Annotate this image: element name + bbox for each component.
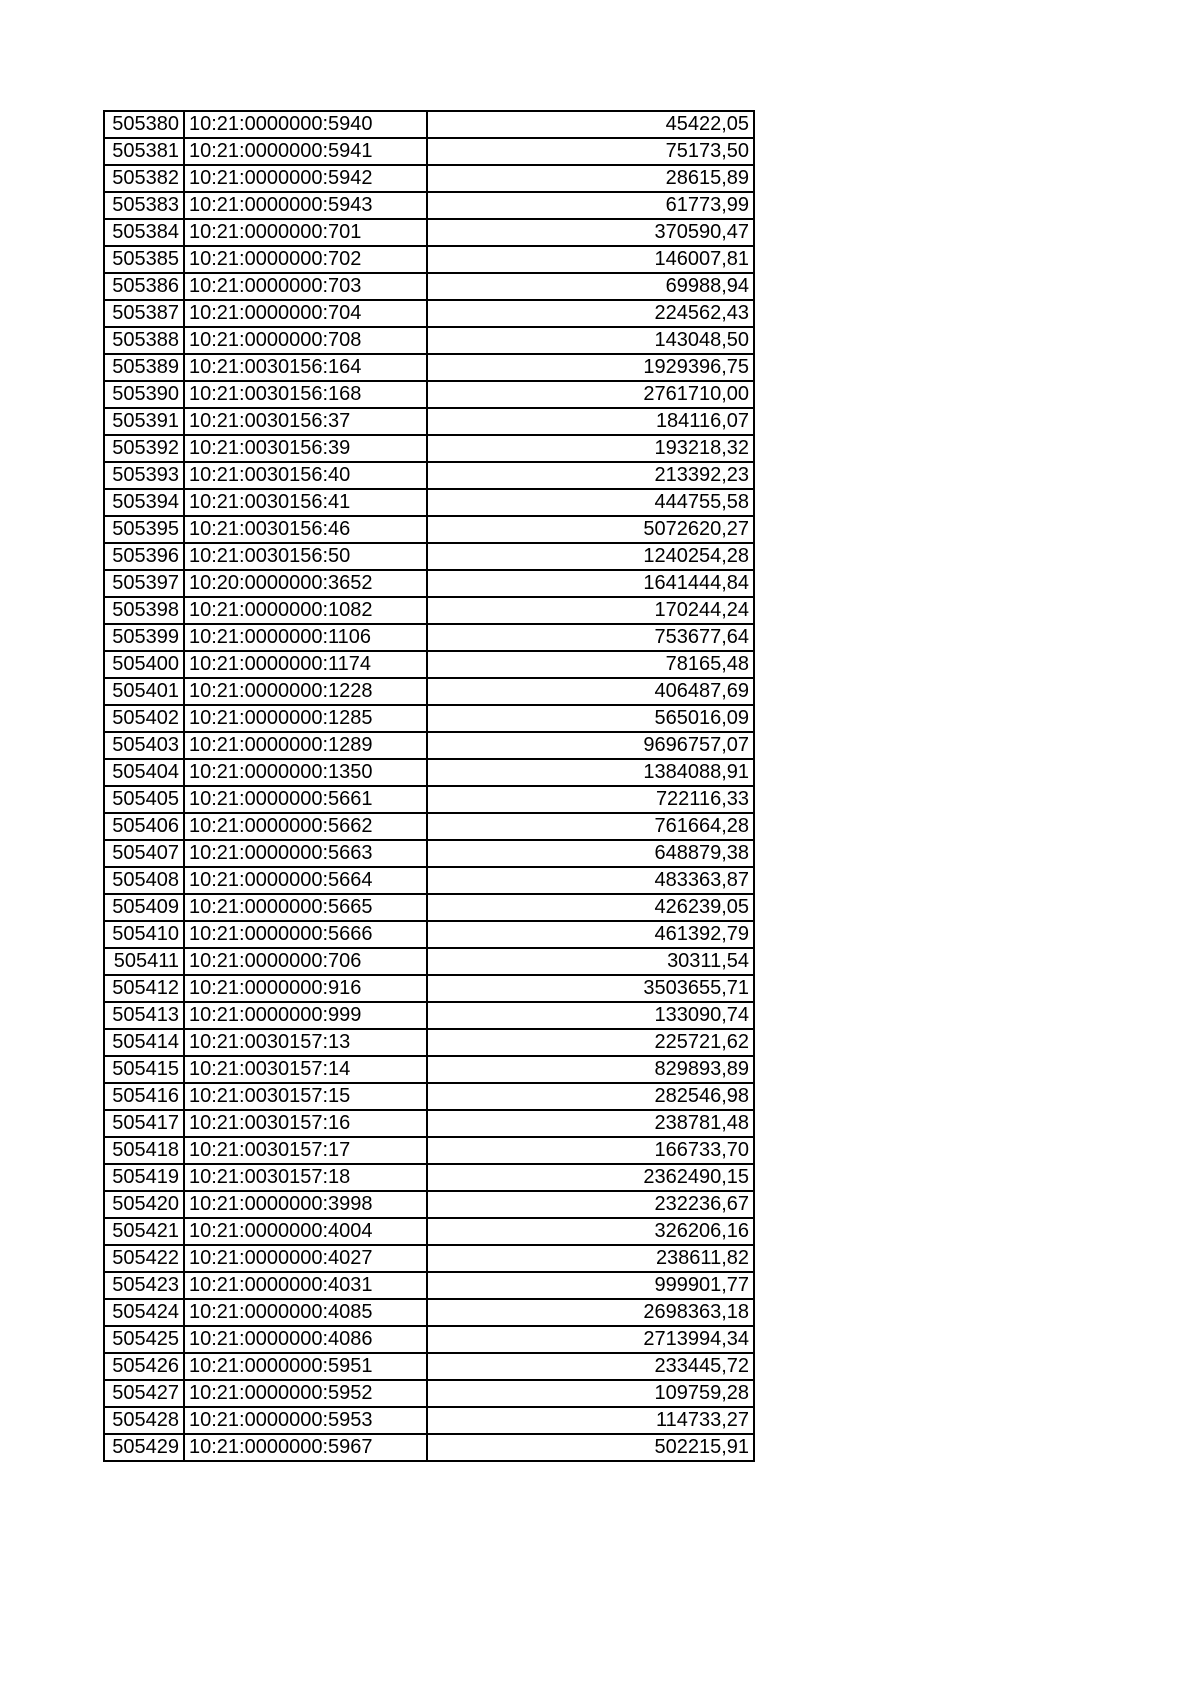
row-id-cell: 505387 [104,300,184,327]
cadastral-number-cell: 10:21:0030156:41 [184,489,427,516]
table-row [104,705,754,732]
cadastral-number-cell: 10:21:0000000:4004 [184,1218,427,1245]
row-id-cell: 505407 [104,840,184,867]
table-row [104,1434,754,1461]
table-row [104,192,754,219]
cadastral-number-cell: 10:21:0000000:5662 [184,813,427,840]
cadastral-number-cell: 10:21:0030157:18 [184,1164,427,1191]
table-row [104,1353,754,1380]
row-id-cell: 505419 [104,1164,184,1191]
table-row [104,948,754,975]
cadastral-number-cell: 10:21:0000000:706 [184,948,427,975]
row-id-cell: 505412 [104,975,184,1002]
row-id-cell: 505418 [104,1137,184,1164]
row-id-cell: 505428 [104,1407,184,1434]
table-row [104,138,754,165]
value-cell: 483363,87 [427,867,754,894]
table-row [104,840,754,867]
cadastral-number-cell: 10:21:0000000:701 [184,219,427,246]
row-id-cell: 505389 [104,354,184,381]
table-row [104,1002,754,1029]
table-row [104,1218,754,1245]
value-cell: 2362490,15 [427,1164,754,1191]
cadastral-number-cell: 10:21:0030156:40 [184,462,427,489]
table-row [104,1110,754,1137]
cadastral-number-cell: 10:21:0000000:5664 [184,867,427,894]
value-cell: 722116,33 [427,786,754,813]
cadastral-number-cell: 10:21:0030156:168 [184,381,427,408]
value-cell: 1929396,75 [427,354,754,381]
table-row [104,678,754,705]
row-id-cell: 505398 [104,597,184,624]
value-cell: 2761710,00 [427,381,754,408]
cadastral-number-cell: 10:21:0000000:1285 [184,705,427,732]
table-row [104,327,754,354]
table-row [104,1245,754,1272]
row-id-cell: 505406 [104,813,184,840]
cadastral-number-cell: 10:21:0030157:17 [184,1137,427,1164]
row-id-cell: 505414 [104,1029,184,1056]
cadastral-number-cell: 10:21:0030157:13 [184,1029,427,1056]
value-cell: 225721,62 [427,1029,754,1056]
value-cell: 238781,48 [427,1110,754,1137]
cadastral-number-cell: 10:21:0000000:1174 [184,651,427,678]
table-row [104,1272,754,1299]
row-id-cell: 505411 [104,948,184,975]
table-row [104,1326,754,1353]
table-row [104,1056,754,1083]
row-id-cell: 505394 [104,489,184,516]
table-row [104,1407,754,1434]
value-cell: 406487,69 [427,678,754,705]
cadastral-number-cell: 10:21:0030156:164 [184,354,427,381]
table-row [104,1137,754,1164]
row-id-cell: 505384 [104,219,184,246]
cadastral-number-cell: 10:21:0000000:5665 [184,894,427,921]
row-id-cell: 505381 [104,138,184,165]
table-row [104,435,754,462]
value-cell: 370590,47 [427,219,754,246]
row-id-cell: 505380 [104,111,184,138]
row-id-cell: 505401 [104,678,184,705]
row-id-cell: 505425 [104,1326,184,1353]
row-id-cell: 505409 [104,894,184,921]
cadastral-number-cell: 10:21:0000000:5661 [184,786,427,813]
row-id-cell: 505388 [104,327,184,354]
cadastral-number-cell: 10:21:0000000:3998 [184,1191,427,1218]
row-id-cell: 505417 [104,1110,184,1137]
value-cell: 69988,94 [427,273,754,300]
row-id-cell: 505400 [104,651,184,678]
value-cell: 133090,74 [427,1002,754,1029]
table-row [104,165,754,192]
value-cell: 461392,79 [427,921,754,948]
value-cell: 109759,28 [427,1380,754,1407]
value-cell: 1641444,84 [427,570,754,597]
value-cell: 5072620,27 [427,516,754,543]
cadastral-number-cell: 10:21:0000000:916 [184,975,427,1002]
value-cell: 1240254,28 [427,543,754,570]
cadastral-number-cell: 10:21:0000000:5666 [184,921,427,948]
table-row [104,1191,754,1218]
value-cell: 114733,27 [427,1407,754,1434]
value-cell: 648879,38 [427,840,754,867]
row-id-cell: 505427 [104,1380,184,1407]
value-cell: 143048,50 [427,327,754,354]
value-cell: 170244,24 [427,597,754,624]
cadastral-number-cell: 10:21:0000000:5952 [184,1380,427,1407]
table-row [104,651,754,678]
cadastral-number-cell: 10:21:0030157:15 [184,1083,427,1110]
table-row [104,1029,754,1056]
cadastral-number-cell: 10:21:0000000:5940 [184,111,427,138]
value-cell: 213392,23 [427,462,754,489]
value-cell: 502215,91 [427,1434,754,1461]
row-id-cell: 505399 [104,624,184,651]
row-id-cell: 505383 [104,192,184,219]
row-id-cell: 505420 [104,1191,184,1218]
value-cell: 78165,48 [427,651,754,678]
row-id-cell: 505416 [104,1083,184,1110]
cadastral-number-cell: 10:21:0000000:1106 [184,624,427,651]
table-row [104,894,754,921]
table-row [104,975,754,1002]
table-row [104,1299,754,1326]
cadastral-number-cell: 10:21:0000000:5941 [184,138,427,165]
cadastral-number-cell: 10:21:0000000:1350 [184,759,427,786]
table-body [104,111,754,1461]
row-id-cell: 505390 [104,381,184,408]
row-id-cell: 505423 [104,1272,184,1299]
table-row [104,1083,754,1110]
row-id-cell: 505402 [104,705,184,732]
value-cell: 184116,07 [427,408,754,435]
table-row [104,219,754,246]
cadastral-number-cell: 10:21:0000000:5942 [184,165,427,192]
value-cell: 326206,16 [427,1218,754,1245]
table-row [104,570,754,597]
value-cell: 238611,82 [427,1245,754,1272]
value-cell: 829893,89 [427,1056,754,1083]
row-id-cell: 505396 [104,543,184,570]
row-id-cell: 505386 [104,273,184,300]
table-row [104,543,754,570]
cadastral-number-cell: 10:21:0030157:16 [184,1110,427,1137]
value-cell: 426239,05 [427,894,754,921]
row-id-cell: 505392 [104,435,184,462]
value-cell: 146007,81 [427,246,754,273]
value-cell: 2698363,18 [427,1299,754,1326]
value-cell: 45422,05 [427,111,754,138]
table-row [104,300,754,327]
row-id-cell: 505405 [104,786,184,813]
value-cell: 75173,50 [427,138,754,165]
table-row [104,489,754,516]
table-row [104,381,754,408]
cadastral-number-cell: 10:21:0000000:999 [184,1002,427,1029]
cadastral-number-cell: 10:21:0000000:1289 [184,732,427,759]
table-row [104,597,754,624]
cadastral-number-cell: 10:21:0000000:5663 [184,840,427,867]
cadastral-number-cell: 10:21:0000000:5967 [184,1434,427,1461]
data-table [103,110,755,1462]
table-row [104,921,754,948]
value-cell: 753677,64 [427,624,754,651]
value-cell: 999901,77 [427,1272,754,1299]
row-id-cell: 505403 [104,732,184,759]
cadastral-number-cell: 10:21:0030156:46 [184,516,427,543]
value-cell: 282546,98 [427,1083,754,1110]
cadastral-number-cell: 10:21:0030156:37 [184,408,427,435]
table-row [104,354,754,381]
table-row [104,813,754,840]
row-id-cell: 505391 [104,408,184,435]
table-row [104,624,754,651]
table-row [104,516,754,543]
row-id-cell: 505424 [104,1299,184,1326]
value-cell: 565016,09 [427,705,754,732]
cadastral-number-cell: 10:21:0030157:14 [184,1056,427,1083]
cadastral-number-cell: 10:21:0000000:5953 [184,1407,427,1434]
table-row [104,732,754,759]
cadastral-number-cell: 10:20:0000000:3652 [184,570,427,597]
cadastral-number-cell: 10:21:0030156:50 [184,543,427,570]
cadastral-number-cell: 10:21:0030156:39 [184,435,427,462]
value-cell: 761664,28 [427,813,754,840]
value-cell: 193218,32 [427,435,754,462]
table-row [104,273,754,300]
row-id-cell: 505393 [104,462,184,489]
cadastral-number-cell: 10:21:0000000:4086 [184,1326,427,1353]
value-cell: 2713994,34 [427,1326,754,1353]
cadastral-number-cell: 10:21:0000000:704 [184,300,427,327]
row-id-cell: 505395 [104,516,184,543]
table-row [104,246,754,273]
table-row [104,867,754,894]
value-cell: 28615,89 [427,165,754,192]
value-cell: 3503655,71 [427,975,754,1002]
table-row [104,111,754,138]
cadastral-number-cell: 10:21:0000000:4031 [184,1272,427,1299]
cadastral-number-cell: 10:21:0000000:1082 [184,597,427,624]
cadastral-number-cell: 10:21:0000000:702 [184,246,427,273]
row-id-cell: 505422 [104,1245,184,1272]
row-id-cell: 505382 [104,165,184,192]
value-cell: 1384088,91 [427,759,754,786]
value-cell: 61773,99 [427,192,754,219]
cadastral-number-cell: 10:21:0000000:703 [184,273,427,300]
table-row [104,462,754,489]
cadastral-number-cell: 10:21:0000000:1228 [184,678,427,705]
value-cell: 166733,70 [427,1137,754,1164]
value-cell: 224562,43 [427,300,754,327]
value-cell: 30311,54 [427,948,754,975]
table-row [104,1164,754,1191]
value-cell: 232236,67 [427,1191,754,1218]
table-row [104,1380,754,1407]
value-cell: 233445,72 [427,1353,754,1380]
row-id-cell: 505397 [104,570,184,597]
value-cell: 9696757,07 [427,732,754,759]
row-id-cell: 505415 [104,1056,184,1083]
row-id-cell: 505426 [104,1353,184,1380]
cadastral-number-cell: 10:21:0000000:4027 [184,1245,427,1272]
cadastral-number-cell: 10:21:0000000:4085 [184,1299,427,1326]
row-id-cell: 505404 [104,759,184,786]
row-id-cell: 505410 [104,921,184,948]
row-id-cell: 505385 [104,246,184,273]
table-row [104,786,754,813]
row-id-cell: 505408 [104,867,184,894]
table-row [104,408,754,435]
cadastral-number-cell: 10:21:0000000:5943 [184,192,427,219]
row-id-cell: 505421 [104,1218,184,1245]
cadastral-number-cell: 10:21:0000000:708 [184,327,427,354]
value-cell: 444755,58 [427,489,754,516]
row-id-cell: 505413 [104,1002,184,1029]
table-row [104,759,754,786]
cadastral-number-cell: 10:21:0000000:5951 [184,1353,427,1380]
row-id-cell: 505429 [104,1434,184,1461]
